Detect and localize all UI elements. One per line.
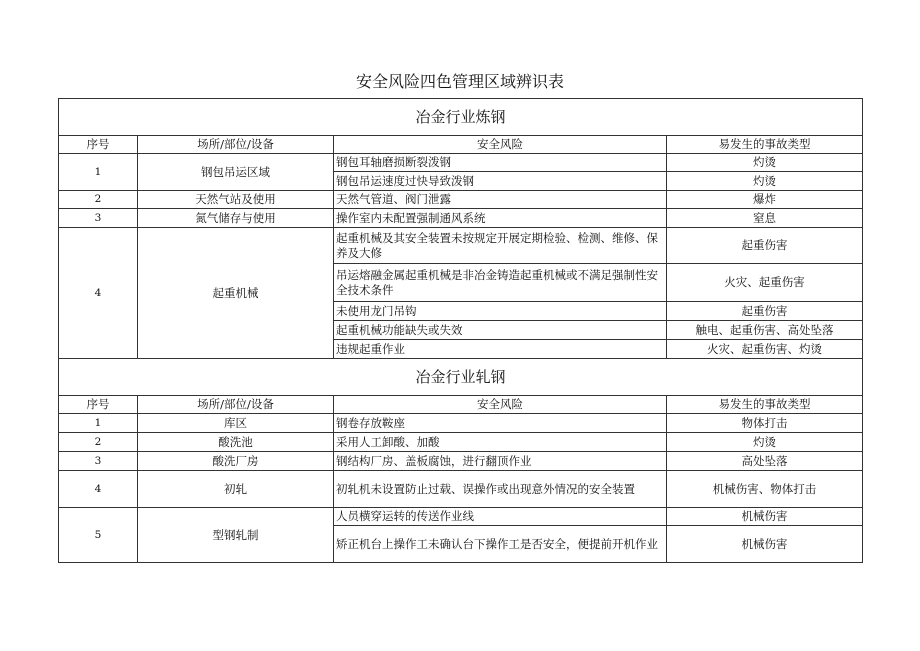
row-risk: 采用人工卸酸、加酸 (334, 433, 667, 452)
table-row (59, 154, 863, 172)
row-accident-type: 触电、起重伤害、高处坠落 (667, 321, 863, 340)
row-risk: 初轧机未设置防止过载、误操作或出现意外情况的安全装置 (334, 471, 667, 508)
row-place: 起重机械 (138, 228, 334, 359)
row-risk: 吊运熔融金属起重机械是非冶金铸造起重机械或不满足强制性安全技术条件 (334, 264, 667, 302)
row-accident-type: 机械伤害 (667, 526, 863, 563)
row-risk: 钢卷存放鞍座 (334, 414, 667, 433)
row-accident-type: 火灾、起重伤害 (667, 264, 863, 302)
row-number: 1 (59, 414, 138, 433)
row-number: 2 (59, 433, 138, 452)
table-row (59, 471, 863, 508)
row-place: 酸洗厂房 (138, 452, 334, 471)
row-number: 3 (59, 452, 138, 471)
col-header-risk: 安全风险 (334, 396, 667, 414)
row-place: 型钢轧制 (138, 508, 334, 563)
section-heading-row (59, 99, 863, 136)
row-risk: 起重机械功能缺失或失效 (334, 321, 667, 340)
col-header-type: 易发生的事故类型 (667, 396, 863, 414)
row-risk: 天然气管道、阀门泄露 (334, 191, 667, 209)
row-accident-type: 高处坠落 (667, 452, 863, 471)
row-place: 钢包吊运区域 (138, 154, 334, 191)
table-row (59, 414, 863, 433)
page-title: 安全风险四色管理区域辨识表 (355, 72, 564, 91)
row-accident-type: 爆炸 (667, 191, 863, 209)
table-row (59, 433, 863, 452)
row-number: 4 (59, 228, 138, 359)
row-accident-type: 起重伤害 (667, 302, 863, 321)
row-risk: 钢结构厂房、盖板腐蚀，进行翻顶作业 (334, 452, 667, 471)
row-accident-type: 机械伤害、物体打击 (667, 471, 863, 508)
table-row (59, 508, 863, 526)
col-header-place: 场所/部位/设备 (138, 136, 334, 154)
row-place: 酸洗池 (138, 433, 334, 452)
row-place: 天然气站及使用 (138, 191, 334, 209)
risk-identification-table (58, 98, 863, 563)
section-heading: 冶金行业轧钢 (59, 359, 863, 396)
col-header-risk: 安全风险 (334, 136, 667, 154)
row-place: 氮气储存与使用 (138, 209, 334, 228)
row-accident-type: 火灾、起重伤害、灼烫 (667, 340, 863, 359)
row-risk: 起重机械及其安全装置未按规定开展定期检验、检测、维修、保养及大修 (334, 228, 667, 264)
col-header-no: 序号 (59, 136, 138, 154)
row-number: 4 (59, 471, 138, 508)
row-risk: 未使用龙门吊钩 (334, 302, 667, 321)
table-row (59, 452, 863, 471)
row-accident-type: 物体打击 (667, 414, 863, 433)
row-accident-type: 窒息 (667, 209, 863, 228)
row-risk: 矫正机台上操作工未确认台下操作工是否安全，便提前开机作业 (334, 526, 667, 563)
row-number: 1 (59, 154, 138, 191)
column-header-row (59, 396, 863, 414)
col-header-no: 序号 (59, 396, 138, 414)
row-accident-type: 灼烫 (667, 172, 863, 191)
row-accident-type: 灼烫 (667, 154, 863, 172)
row-accident-type: 起重伤害 (667, 228, 863, 264)
row-accident-type: 机械伤害 (667, 508, 863, 526)
table-row (59, 228, 863, 264)
col-header-place: 场所/部位/设备 (138, 396, 334, 414)
row-risk: 钢包耳轴磨损断裂泼钢 (334, 154, 667, 172)
row-accident-type: 灼烫 (667, 433, 863, 452)
row-number: 5 (59, 508, 138, 563)
table-row (59, 209, 863, 228)
row-place: 库区 (138, 414, 334, 433)
row-risk: 违规起重作业 (334, 340, 667, 359)
row-number: 2 (59, 191, 138, 209)
column-header-row (59, 136, 863, 154)
section-heading-row (59, 359, 863, 396)
row-number: 3 (59, 209, 138, 228)
section-heading: 冶金行业炼钢 (59, 99, 863, 136)
row-place: 初轧 (138, 471, 334, 508)
row-risk: 钢包吊运速度过快导致泼钢 (334, 172, 667, 191)
col-header-type: 易发生的事故类型 (667, 136, 863, 154)
row-risk: 操作室内未配置强制通风系统 (334, 209, 667, 228)
row-risk: 人员横穿运转的传送作业线 (334, 508, 667, 526)
table-row (59, 191, 863, 209)
